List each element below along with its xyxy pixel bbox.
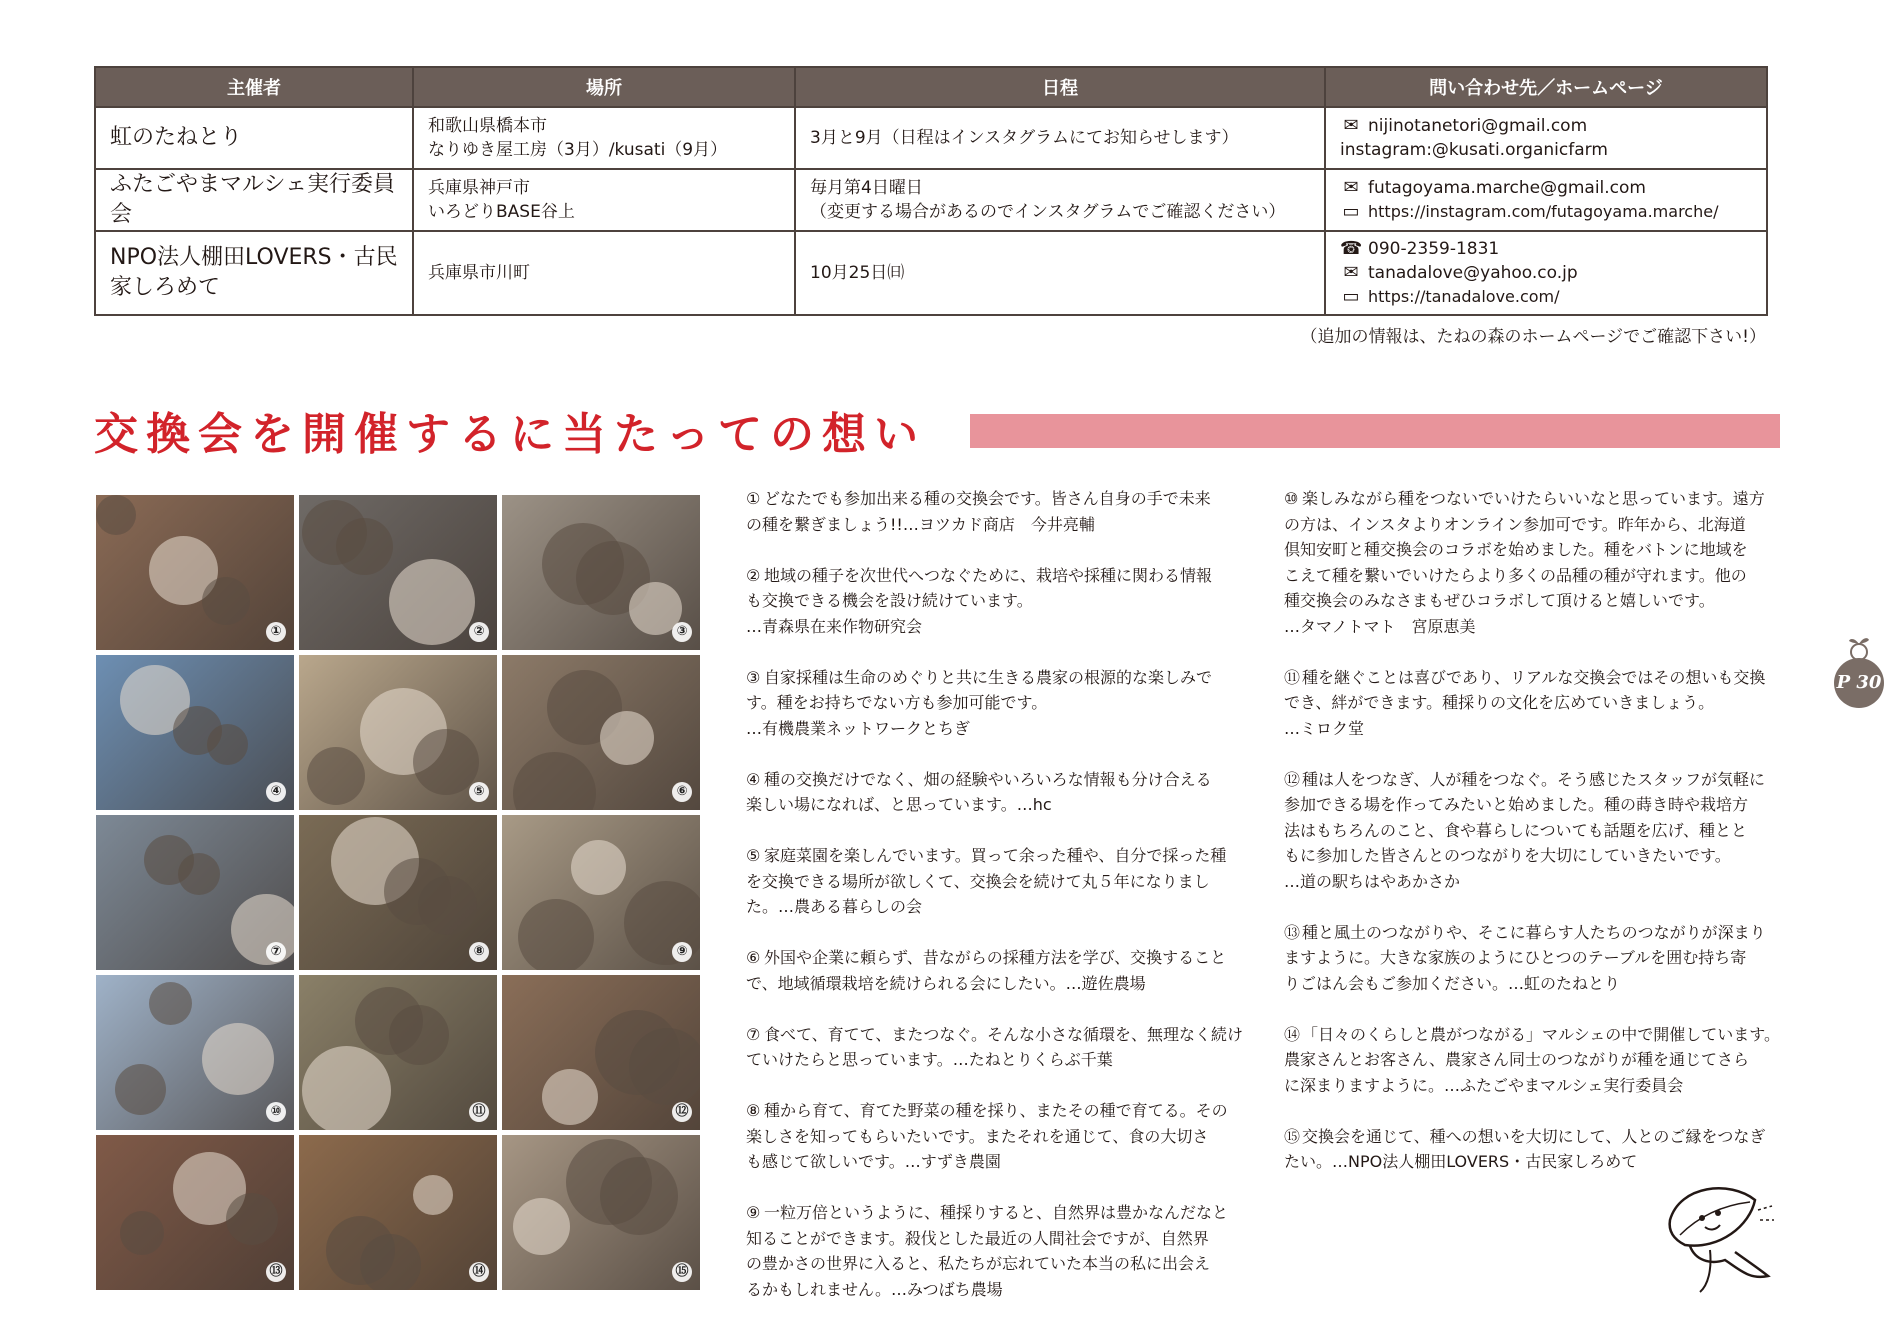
photo-number: ① [266, 622, 286, 642]
photo-shape [144, 835, 194, 885]
comments-left-column [746, 486, 1246, 1328]
photo-shape [307, 747, 365, 805]
place-cell [413, 231, 795, 315]
contact-email[interactable] [1340, 176, 1752, 200]
comment-line [1284, 716, 1792, 742]
contact-cell [1325, 107, 1767, 169]
comment-item [1284, 1022, 1792, 1099]
photo-number: ⑬ [266, 1262, 286, 1282]
comment-number: ④ [746, 769, 761, 789]
comment-text: もに参加した皆さんとのつながりを大切にしていきたいです。 [1284, 846, 1731, 865]
comment-line [1284, 792, 1792, 818]
comment-item [1284, 486, 1792, 639]
photo-number: ⑨ [672, 942, 692, 962]
photo-shape [120, 1211, 164, 1255]
comment-text: 家庭菜園を楽しんでいます。買って余った種や、自分で採った種 [764, 846, 1227, 865]
place-cell [413, 169, 795, 231]
comment-text: ていけたらと思っています。…たねとりくらぶ千葉 [746, 1050, 1113, 1069]
comment-line [746, 614, 1246, 640]
comment-line [746, 588, 1246, 614]
place-line: 兵庫県市川町 [428, 263, 530, 283]
comment-text: 「日々のくらしと農がつながる」マルシェの中で開催しています。 [1302, 1024, 1781, 1044]
schedule-line: 毎月第4日曜日 [810, 178, 923, 198]
comment-text: どなたでも参加出来る種の交換会です。皆さん自身の手で未来 [764, 489, 1211, 508]
comment-item [746, 1200, 1246, 1302]
photo-number: ③ [672, 622, 692, 642]
photo-shape [413, 729, 479, 795]
laptop-icon: ▭ [1342, 286, 1360, 307]
photo-number: ② [469, 622, 489, 642]
photo [299, 655, 497, 810]
photo-number: ⑥ [672, 782, 692, 802]
comment-text: に深まりますように。…ふたごやまマルシェ実行委員会 [1284, 1075, 1684, 1095]
place-line: 兵庫県神戸市 [428, 178, 530, 198]
comment-number: ③ [746, 667, 761, 687]
contact-text: 090-2359-1831 [1368, 239, 1500, 259]
comment-line [746, 486, 1246, 512]
heading-decoration-bar [970, 414, 1780, 448]
photo-shape [149, 982, 192, 1025]
comment-text: りごはん会もご参加ください。…虹のたねとり [1284, 973, 1621, 993]
header-organizer: 主催者 [95, 67, 413, 107]
comment-item [746, 1022, 1246, 1073]
comment-line [746, 1226, 1246, 1252]
comment-line [746, 1047, 1246, 1073]
event-table [94, 66, 1768, 316]
photo [96, 975, 294, 1130]
comment-line [1284, 1149, 1792, 1175]
comment-number: ⑦ [746, 1024, 761, 1044]
contact-url[interactable] [1340, 200, 1752, 224]
comment-item [746, 945, 1246, 996]
comment-line [746, 512, 1246, 538]
comment-text: た。…農ある暮らしの会 [746, 897, 923, 916]
comment-line [1284, 920, 1792, 946]
comment-number: ⑭ [1284, 1024, 1301, 1044]
comment-line [1284, 869, 1792, 895]
schedule-line: 3月と9月（日程はインスタグラムにてお知らせします） [810, 128, 1239, 148]
comment-text: …青森県在来作物研究会 [746, 616, 923, 636]
comment-line [1284, 1047, 1792, 1073]
photo [502, 655, 700, 810]
comment-number: ⑫ [1284, 769, 1301, 789]
comment-line [746, 1200, 1246, 1226]
comment-line [1284, 767, 1792, 793]
comment-number: ① [746, 489, 761, 508]
photo [502, 1135, 700, 1290]
photo-shape [202, 1023, 274, 1095]
contact-url[interactable] [1340, 285, 1752, 309]
table-row [95, 169, 1767, 231]
comment-text: 種は人をつなぎ、人が種をつなぐ。そう感じたスタッフが気軽に [1302, 769, 1766, 789]
comment-item [746, 665, 1246, 742]
contact-instagram[interactable] [1340, 138, 1752, 162]
mail-icon: ✉ [1343, 177, 1359, 198]
photo-shape [302, 500, 367, 565]
comment-line [1284, 486, 1792, 512]
photo-number: ⑩ [266, 1102, 286, 1122]
comment-item [746, 767, 1246, 818]
photo [502, 815, 700, 970]
photo-number: ④ [266, 782, 286, 802]
photo-shape [595, 1010, 680, 1095]
schedule-cell [795, 169, 1325, 231]
comment-text: …ミロク堂 [1284, 718, 1365, 738]
comment-text: の種を繋ぎましょう!!…ヨツカド商店 今井亮輔 [746, 514, 1095, 534]
photo-number: ⑭ [469, 1262, 489, 1282]
photo-shape [542, 523, 624, 605]
organizer-cell [95, 169, 413, 231]
contact-text: instagram:@kusati.organicfarm [1340, 140, 1608, 160]
comment-line [746, 792, 1246, 818]
comment-text: 種の交換だけでなく、畑の経験やいろいろな情報も分け合える [764, 769, 1212, 789]
comment-text: 交換会を通じて、種への想いを大切にして、人とのご縁をつなぎ [1302, 1126, 1766, 1146]
photo [502, 495, 700, 650]
photo-shape [600, 711, 654, 765]
comment-line [1284, 537, 1792, 563]
photo [96, 495, 294, 650]
organizer-cell [95, 231, 413, 315]
header-place: 場所 [413, 67, 795, 107]
comment-line [746, 1022, 1246, 1048]
comment-text: 種と風土のつながりや、そこに暮らす人たちのつながりが深まり [1302, 922, 1766, 942]
comment-text: 農家さんとお客さん、農家さん同士のつながりが種を通じてさら [1284, 1050, 1749, 1069]
comment-number: ⑬ [1284, 922, 1301, 942]
comment-line [1284, 512, 1792, 538]
comment-line [746, 563, 1246, 589]
photo [299, 815, 497, 970]
comment-text: るかもしれません。…みつばち農場 [746, 1279, 1003, 1299]
comment-text: …タマノトマト 宮原恵美 [1284, 616, 1476, 636]
comment-line [746, 945, 1246, 971]
comment-text: も感じて欲しいです。…すずき農園 [746, 1152, 1001, 1171]
table-header-row [95, 67, 1767, 107]
organizer-cell [95, 107, 413, 169]
comment-text: 種から育て、育てた野菜の種を採り、またその種で育てる。その [764, 1101, 1228, 1120]
comment-item [746, 486, 1246, 537]
comment-item [746, 1098, 1246, 1175]
comment-line [746, 690, 1246, 716]
comment-number: ⑥ [746, 948, 761, 967]
comment-item [746, 843, 1246, 920]
comment-line [1284, 1022, 1792, 1048]
laptop-icon: ▭ [1342, 201, 1360, 222]
comment-text: 楽しみながら種をつないでいけたらいいなと思っています。遠方 [1302, 489, 1765, 508]
comments-right-column [1284, 486, 1792, 1200]
comment-line [746, 1251, 1246, 1277]
schedule-line: 10月25日㈰ [810, 263, 905, 283]
additional-info-note: （追加の情報は、たねの森のホームページでご確認下さい!） [1300, 327, 1766, 347]
comment-item [1284, 1124, 1792, 1175]
comment-text: の豊かさの世界に入ると、私たちが忘れていた本当の私に出会え [746, 1254, 1211, 1273]
comment-text: 自家採種は生命のめぐりと共に生きる農家の根源的な楽しみで [764, 667, 1213, 687]
comment-text: 法はもちろんのこと、食や暮らしについても話題を広げ、種とと [1284, 820, 1748, 840]
comment-number: ⑧ [746, 1101, 761, 1120]
contact-phone[interactable] [1340, 237, 1752, 261]
comment-line [1284, 1124, 1792, 1150]
photo-shape [326, 1216, 395, 1285]
photo-number: ⑪ [469, 1102, 489, 1122]
photo [96, 655, 294, 810]
photo-shape [173, 706, 222, 755]
photo-number: ⑫ [672, 1102, 692, 1122]
contact-text: tanadalove@yahoo.co.jp [1368, 263, 1578, 283]
photo-shape [389, 559, 475, 645]
header-contact: 問い合わせ先／ホームページ [1325, 67, 1767, 107]
comment-line [746, 1124, 1246, 1150]
comment-line [1284, 665, 1792, 691]
photo [299, 495, 497, 650]
photo [299, 975, 497, 1130]
contact-cell [1325, 231, 1767, 315]
comment-line [746, 869, 1246, 895]
contact-text: nijinotanetori@gmail.com [1368, 116, 1588, 136]
photo-shape [571, 840, 626, 895]
comment-text: も交換できる機会を設け続けています。 [746, 591, 1033, 610]
photo-shape [513, 1198, 570, 1255]
comment-line [1284, 1073, 1792, 1099]
comment-line [746, 894, 1246, 920]
organizer-name: ふたごやまマルシェ実行委員会 [110, 172, 396, 227]
comment-line [746, 665, 1246, 691]
place-line: いろどりBASE谷上 [428, 202, 575, 222]
comment-item [1284, 665, 1792, 742]
photo-shape [413, 1175, 453, 1215]
photo [96, 1135, 294, 1290]
comment-number: ⑮ [1284, 1126, 1301, 1146]
comment-line [746, 1098, 1246, 1124]
comment-number: ② [746, 565, 761, 585]
table-row [95, 107, 1767, 169]
comment-line [1284, 563, 1792, 589]
comment-text: 知ることができます。殺伐とした最近の人間社会ですが、自然界 [746, 1228, 1209, 1248]
contact-email[interactable] [1340, 114, 1752, 138]
contact-text: https://tanadalove.com/ [1368, 287, 1560, 306]
mail-icon: ✉ [1343, 262, 1359, 283]
mail-icon: ✉ [1343, 115, 1359, 136]
comment-line [746, 1149, 1246, 1175]
photo-grid [96, 495, 700, 1291]
page-number-badge: P 30 [1834, 658, 1884, 708]
comment-number: ⑩ [1284, 489, 1299, 508]
comment-item [1284, 767, 1792, 895]
section-heading: 交換会を開催するに当たっての想い [94, 409, 926, 460]
photo-shape [513, 752, 596, 810]
header-schedule: 日程 [795, 67, 1325, 107]
photo-number: ⑤ [469, 782, 489, 802]
photo-shape [302, 1046, 391, 1130]
comment-line [1284, 588, 1792, 614]
comment-line [1284, 690, 1792, 716]
photo-shape [202, 577, 250, 625]
contact-text: https://instagram.com/futagoyama.marche/ [1368, 202, 1719, 221]
photo-shape [542, 1069, 598, 1125]
comment-line [1284, 971, 1792, 997]
photo-shape [355, 987, 423, 1055]
photo-shape [518, 899, 594, 970]
comment-text: 外国や企業に頼らず、昔ながらの採種方法を学び、交換すること [764, 948, 1227, 967]
comment-text: ますように。大きな家族のようにひとつのテーブルを囲む持ち寄 [1284, 948, 1747, 967]
comment-line [746, 767, 1246, 793]
place-cell [413, 107, 795, 169]
table-row [95, 231, 1767, 315]
comment-text: …有機農業ネットワークとちぎ [746, 718, 971, 738]
comment-line [1284, 614, 1792, 640]
photo-number: ⑦ [266, 942, 286, 962]
comment-text: 一粒万倍というように、種採りすると、自然界は豊かなんだなと [764, 1203, 1229, 1222]
photo [502, 975, 700, 1130]
comment-text: 参加できる場を作ってみたいと始めました。種の蒔き時や栽培方 [1284, 795, 1749, 814]
photo-number: ⑧ [469, 942, 489, 962]
contact-text: futagoyama.marche@gmail.com [1368, 178, 1646, 198]
comment-text: 種を継ぐことは喜びであり、リアルな交換会ではその想いも交換 [1302, 667, 1766, 687]
comment-line [1284, 843, 1792, 869]
comment-text: 倶知安町と種交換会のコラボを始めました。種をバトンに地域を [1284, 540, 1748, 559]
schedule-line: （変更する場合があるのでインスタグラムでご確認ください） [810, 202, 1286, 222]
comment-line [746, 716, 1246, 742]
leaf-mascot-icon [1650, 1180, 1780, 1300]
photo-shape [226, 1193, 278, 1245]
photo-number: ⑮ [672, 1262, 692, 1282]
contact-cell [1325, 169, 1767, 231]
photo [96, 815, 294, 970]
comment-text: す。種をお持ちでない方も参加可能です。 [746, 693, 1048, 712]
photo-shape [566, 1139, 652, 1225]
comment-text: 地域の種子を次世代へつなぐために、栽培や採種に関わる情報 [764, 565, 1213, 585]
organizer-name: NPO法人棚田LOVERS・古民家しろめて [110, 245, 398, 300]
comment-text: の方は、インスタよりオンライン参加可です。昨年から、北海道 [1284, 514, 1746, 534]
schedule-cell [795, 231, 1325, 315]
comment-number: ⑤ [746, 846, 761, 865]
organizer-name: 虹のたねとり [110, 125, 243, 150]
comment-line [746, 843, 1246, 869]
comment-text: 楽しさを知ってもらいたいです。またそれを通じて、食の大切さ [746, 1126, 1209, 1146]
comment-text: こえて種を繋いでいけたらより多くの品種の種が守れます。他の [1284, 565, 1747, 585]
comment-number: ⑨ [746, 1203, 761, 1222]
comment-text: 楽しい場になれば、と思っています。…hc [746, 795, 1052, 814]
photo-shape [115, 1064, 166, 1115]
comment-line [1284, 818, 1792, 844]
comment-text: たい。…NPO法人棚田LOVERS・古民家しろめて [1284, 1152, 1638, 1171]
place-line: なりゆき屋工房（3月）/kusati（9月） [428, 140, 728, 160]
comment-text: を交換できる場所が欲しくて、交換会を続けて丸５年になりまし [746, 871, 1210, 891]
comment-text: 食べて、育てて、またつなぐ。そんな小さな循環を、無理なく続け [764, 1024, 1244, 1044]
comment-line [1284, 945, 1792, 971]
comment-number: ⑪ [1284, 667, 1301, 687]
photo-shape [384, 858, 451, 925]
comment-line [746, 971, 1246, 997]
comment-text: でき、絆ができます。種採りの文化を広めていきましょう。 [1284, 693, 1715, 712]
comment-item [746, 563, 1246, 640]
comment-text: で、地域循環栽培を続けられる会にしたい。…遊佐農場 [746, 973, 1146, 993]
comment-line [746, 1277, 1246, 1303]
comment-text: …道の駅ちはやあかさか [1284, 871, 1461, 891]
photo [299, 1135, 497, 1290]
comment-item [1284, 920, 1792, 997]
photo-shape [96, 495, 136, 535]
place-line: 和歌山県橋本市 [428, 116, 547, 136]
contact-email[interactable] [1340, 261, 1752, 285]
schedule-cell [795, 107, 1325, 169]
comment-text: 種交換会のみなさまもぜひコラボして頂けると嬉しいです。 [1284, 591, 1715, 610]
phone-icon: ☎ [1340, 238, 1363, 259]
